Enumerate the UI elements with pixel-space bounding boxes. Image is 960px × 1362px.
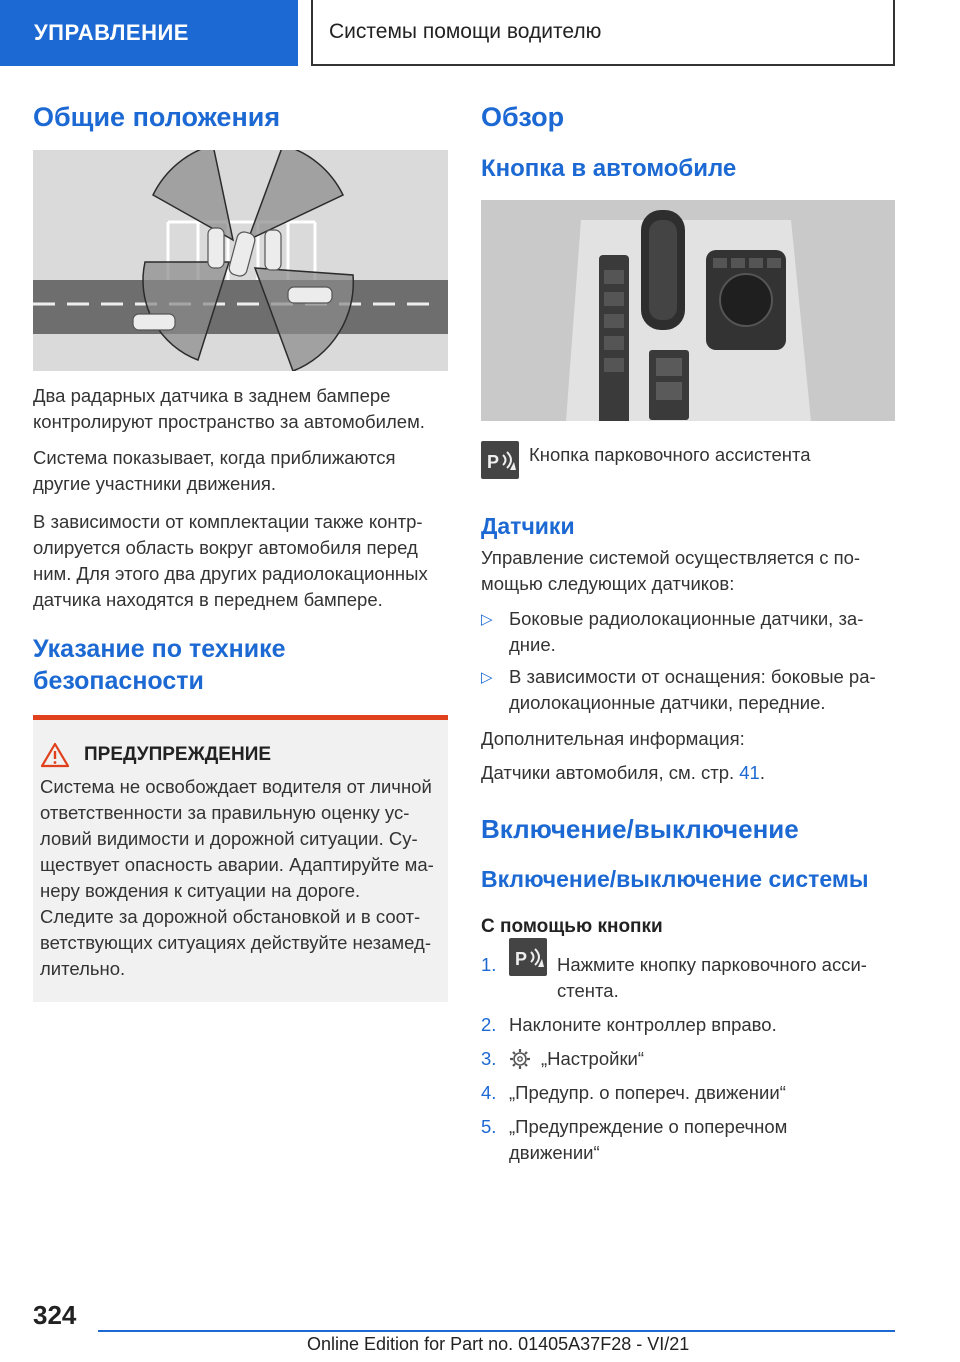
page-number: 324 (33, 1300, 77, 1330)
section-tab (0, 0, 298, 66)
sensor-item-2: В зависимости от оснащения: боковые ра-диолокационные датчики, передние. (509, 666, 876, 713)
para-system-shows: Система показывает, когда приближаются другие участники движения. (33, 447, 396, 494)
step-number: 5. (481, 1116, 497, 1137)
list-item (481, 1012, 896, 1038)
list-item (481, 606, 896, 658)
overview-title: Обзор (481, 102, 565, 132)
safety-title: Указание по технике безопасности (33, 635, 286, 695)
list-item (481, 1046, 896, 1072)
sensors-title: Датчики (481, 513, 575, 539)
steps-list (481, 949, 896, 1166)
warning-title: ПРЕДУПРЕЖДЕНИЕ (84, 744, 272, 765)
sensors-intro: Управление системой осуществляется с по-мощью следующих датчиков: (481, 547, 861, 594)
svg-text:P: P (487, 452, 500, 472)
section-title: УПРАВЛЕНИЕ (34, 20, 189, 45)
svg-text:P: P (515, 949, 528, 969)
warning-box (33, 715, 448, 1002)
step-text: „Настройки“ (541, 1048, 645, 1069)
warning-header (40, 742, 438, 768)
step-text: Наклоните контроллер вправо. (509, 1014, 777, 1035)
list-item (481, 664, 896, 716)
step-number: 1. (481, 954, 497, 975)
with-button-title: С помощью кнопки (481, 916, 663, 937)
warning-text: Система не освобождает водителя от личной ответственности за правильную оценку ус-ловий видимости и дорожной ситуации. Су-ществует опасность аварии. Адаптируйте ма-неру вождения к ситуации на дороге. Следите за дорожной обстановкой и в соот-ветствующих ситуациях действуйте незамед-лительно. (40, 776, 434, 979)
bullet-triangle-icon: ▷ (481, 669, 493, 686)
radar-zones-illustration (33, 150, 448, 371)
para-front-sensors: В зависимости от комплектации также контр-олируется область вокруг автомобиля перед ним. Для этого два других радиолокационных датчика находятся в переднем бампере. (33, 511, 428, 610)
left-column (33, 100, 448, 1002)
right-column (481, 100, 896, 1166)
chapter-tab (311, 0, 895, 66)
onoff-system-title: Включение/выключение системы (481, 866, 869, 892)
more-info-label: Дополнительная информация: (481, 728, 745, 749)
park-assist-icon (509, 938, 547, 976)
step-text: „Предупр. о попереч. движении“ (509, 1082, 786, 1103)
list-item (481, 1080, 896, 1106)
button-caption-row (481, 441, 896, 479)
list-item (481, 1114, 896, 1166)
para-rear-sensors: Два радарных датчика в заднем бампере контролируют пространство за автомобилем. (33, 385, 425, 432)
center-console-illustration (481, 200, 895, 421)
page-link-41[interactable]: 41 (739, 762, 760, 783)
step-number: 4. (481, 1082, 497, 1103)
step-number: 3. (481, 1048, 497, 1069)
button-title: Кнопка в автомобиле (481, 155, 737, 182)
sensors-list (481, 606, 896, 716)
chapter-title: Системы помощи водителю (329, 20, 602, 43)
footer-divider (98, 1330, 895, 1332)
park-assist-icon (481, 441, 519, 479)
general-title: Общие положения (33, 102, 281, 132)
sensors-reference: Датчики автомобиля, см. стр. 41. (481, 762, 765, 783)
warning-triangle-icon (40, 742, 70, 768)
sensor-item-1: Боковые радиолокационные датчики, за-дние. (509, 608, 864, 655)
bullet-triangle-icon: ▷ (481, 611, 493, 628)
step-text: Нажмите кнопку парковочного асси-стента. (557, 954, 867, 1001)
step-text: „Предупреждение о поперечном движении“ (509, 1116, 788, 1163)
gear-icon (509, 1048, 531, 1070)
onoff-title: Включение/выключение (481, 814, 799, 844)
edition-text: Online Edition for Part no. 01405A37F28 - VI/21 (307, 1334, 690, 1354)
center-console-photo (481, 200, 895, 421)
radar-zones-figure (33, 150, 448, 371)
step-number: 2. (481, 1014, 497, 1035)
list-item (481, 949, 896, 1004)
button-caption: Кнопка парковочного ассистента (529, 444, 811, 465)
